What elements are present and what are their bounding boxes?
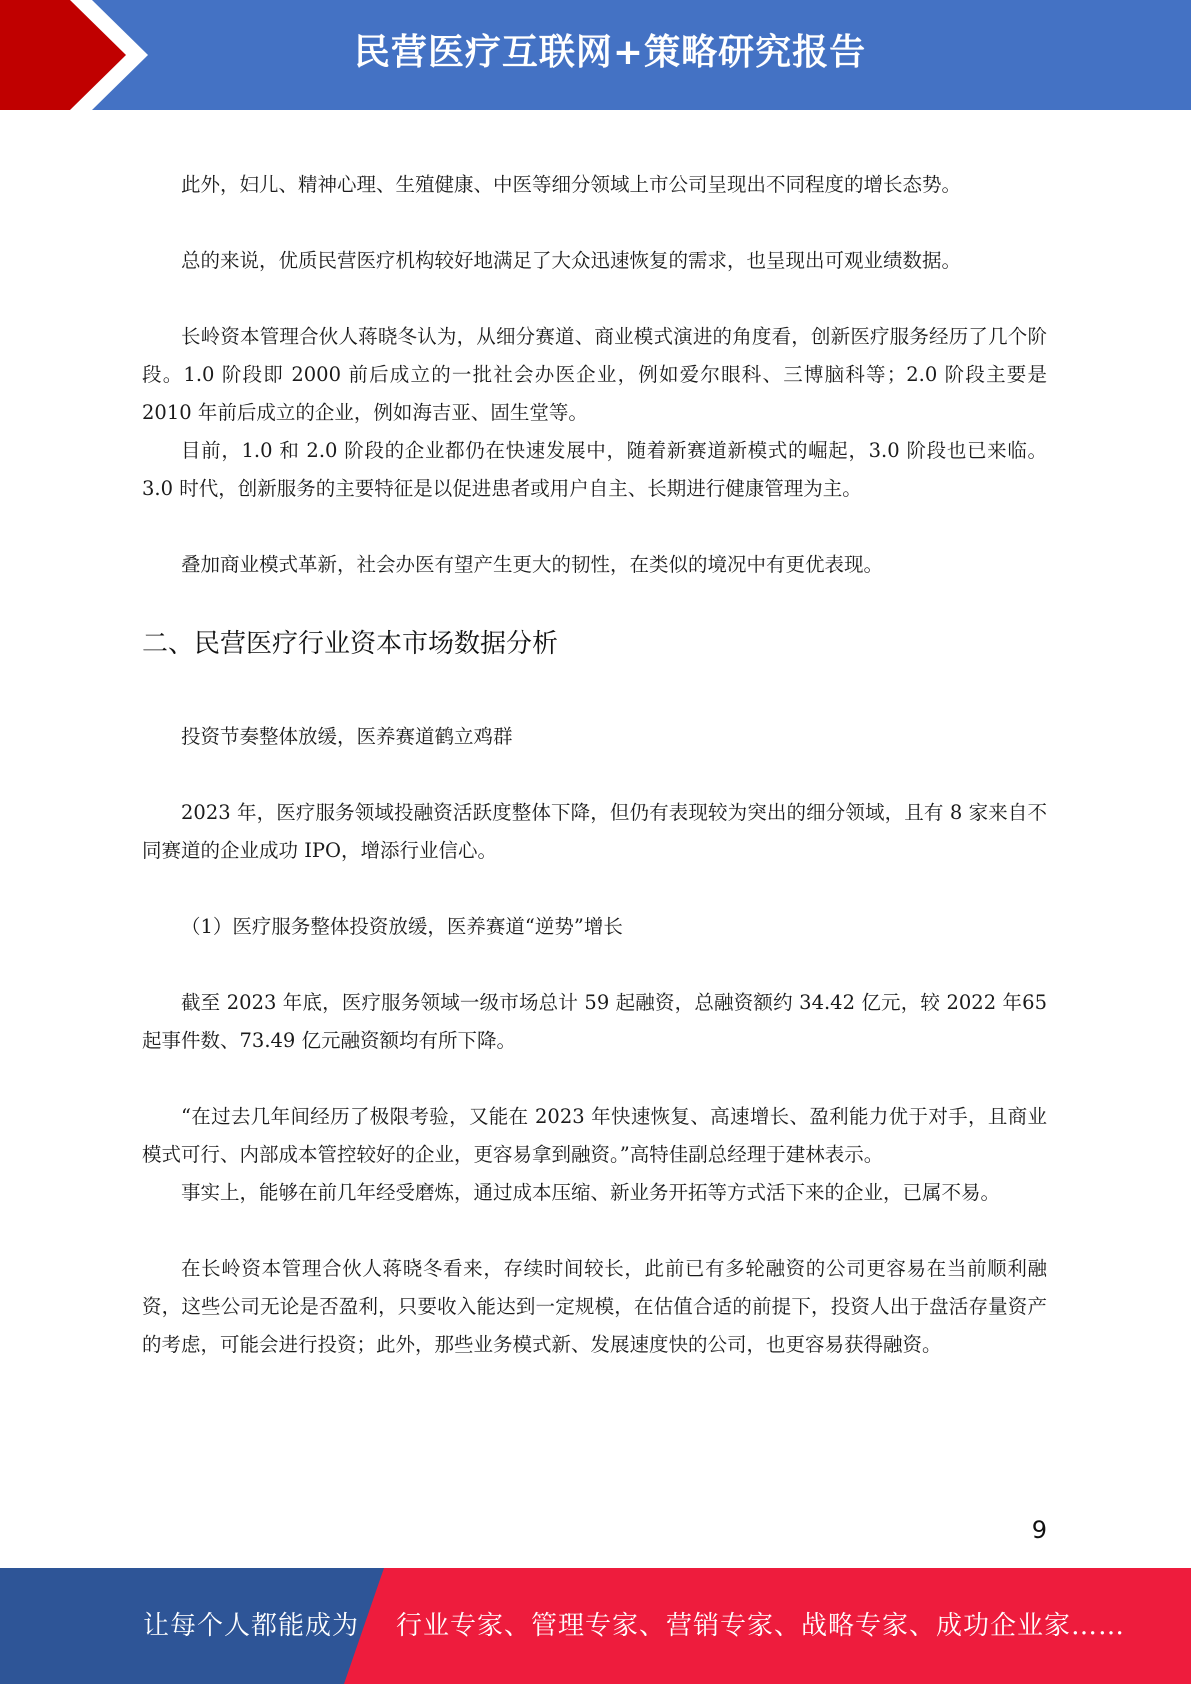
page-header — [0, 0, 1191, 110]
paragraph: 目前，1.0 和 2.0 阶段的企业都仍在快速发展中，随着新赛道新模式的崛起，3.0 阶段也已来临。3.0 时代，创新服务的主要特征是以促进患者或用户自主、长期进行健康管理为主。 — [142, 439, 1047, 500]
paragraph: 长岭资本管理合伙人蒋晓冬认为，从细分赛道、商业模式演进的角度看，创新医疗服务经历了几个阶段。1.0 阶段即 2000 前后成立的一批社会办医企业，例如爱尔眼科、三博脑科等；2.0 阶段主要是 2010 年前后成立的企业，例如海吉亚、固生堂等。 — [142, 325, 1047, 424]
page-footer — [0, 1568, 1191, 1684]
page-number: 9 — [1031, 1516, 1047, 1544]
paragraph: 叠加商业模式革新，社会办医有望产生更大的韧性，在类似的境况中有更优表现。 — [181, 553, 884, 576]
paragraph: 事实上，能够在前几年经受磨炼，通过成本压缩、新业务开拓等方式活下来的企业，已属不易。 — [181, 1181, 1001, 1204]
report-title: 民营医疗互联网+策略研究报告 — [353, 32, 867, 73]
paragraph: 总的来说，优质民营医疗机构较好地满足了大众迅速恢复的需求，也呈现出可观业绩数据。 — [181, 249, 962, 272]
paragraph: 在长岭资本管理合伙人蒋晓冬看来，存续时间较长，此前已有多轮融资的公司更容易在当前顺利融资，这些公司无论是否盈利，只要收入能达到一定规模，在估值合适的前提下，投资人出于盘活存量资产的考虑，可能会进行投资；此外，那些业务模式新、发展速度快的公司，也更容易获得融资。 — [142, 1257, 1047, 1356]
footer-slogan-left: 让每个人都能成为 — [143, 1611, 360, 1641]
subheading: 投资节奏整体放缓，医养赛道鹤立鸡群 — [181, 725, 513, 748]
page-content — [142, 166, 1047, 1364]
paragraph: 截至 2023 年底，医疗服务领域一级市场总计 59 起融资，总融资额约 34.42 亿元，较 2022 年65 起事件数、73.49 亿元融资额均有所下降。 — [142, 991, 1047, 1052]
paragraph: “在过去几年间经历了极限考验，又能在 2023 年快速恢复、高速增长、盈利能力优于对手，且商业模式可行、内部成本管控较好的企业，更容易拿到融资。”高特佳副总经理于建林表示。 — [142, 1105, 1047, 1166]
footer-slogan-right: 行业专家、管理专家、营销专家、战略专家、成功企业家…… — [396, 1611, 1126, 1641]
paragraph: 此外，妇儿、精神心理、生殖健康、中医等细分领域上市公司呈现出不同程度的增长态势。 — [181, 173, 962, 196]
paragraph: 2023 年，医疗服务领域投融资活跃度整体下降，但仍有表现较为突出的细分领域，且有 8 家来自不同赛道的企业成功 IPO，增添行业信心。 — [142, 801, 1047, 862]
section-heading: 二、民营医疗行业资本市场数据分析 — [142, 629, 559, 659]
subheading: （1）医疗服务整体投资放缓，医养赛道“逆势”增长 — [181, 915, 623, 938]
